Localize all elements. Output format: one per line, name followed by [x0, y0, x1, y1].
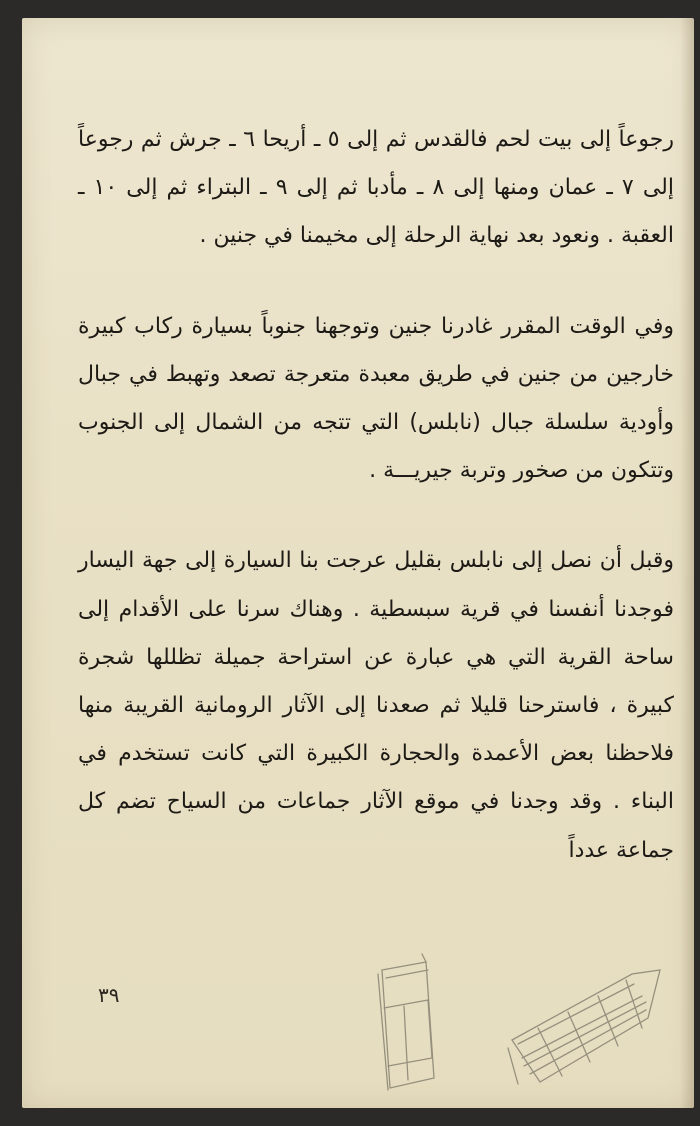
pencil-sketch [342, 948, 682, 1108]
paragraph-1: رجوعاً إلى بيت لحم فالقدس ثم إلى ٥ ـ أريحا ٦ ـ جرش ثم رجوعاً إلى ٧ ـ عمان ومنها إلى ٨ ـ مأدبا ثم إلى ٩ ـ البتراء ثم إلى ١٠ ـ العقبة . ونعود بعد نهاية الرحلة إلى مخيمنا في جنين . [78, 127, 674, 249]
book-page [22, 18, 694, 1108]
paragraph-2: وفي الوقت المقرر غادرنا جنين وتوجهنا جنوباً بسيارة ركاب كبيرة خارجين من جنين في طريق معبدة متعرجة تصعد وتهبط في جبال وأودية سلسلة جبال (نابلس) التي تتجه من الشمال إلى الجنوب وتتكون من صخور وتربة جيريـــة . [78, 313, 674, 484]
page-number: ٣٩ [98, 983, 120, 1007]
paragraph-3: وقبل أن نصل إلى نابلس بقليل عرجت بنا السيارة إلى جهة اليسار فوجدنا أنفسنا في قرية سبسطية . وهناك سرنا على الأقدام إلى ساحة القرية التي هي عبارة عن استراحة جميلة تظللها شجرة كبيرة ، فاسترحنا قليلا ثم صعدنا إلى الآثار الرومانية القريبة منها فلاحظنا بعض الأعمدة والحجارة الكبيرة التي كانت تستخدم في البناء . وقد وجدنا في موقع الآثار جماعات من السياح تضم كل جماعة عدداً [78, 548, 674, 863]
body-text [78, 116, 674, 875]
